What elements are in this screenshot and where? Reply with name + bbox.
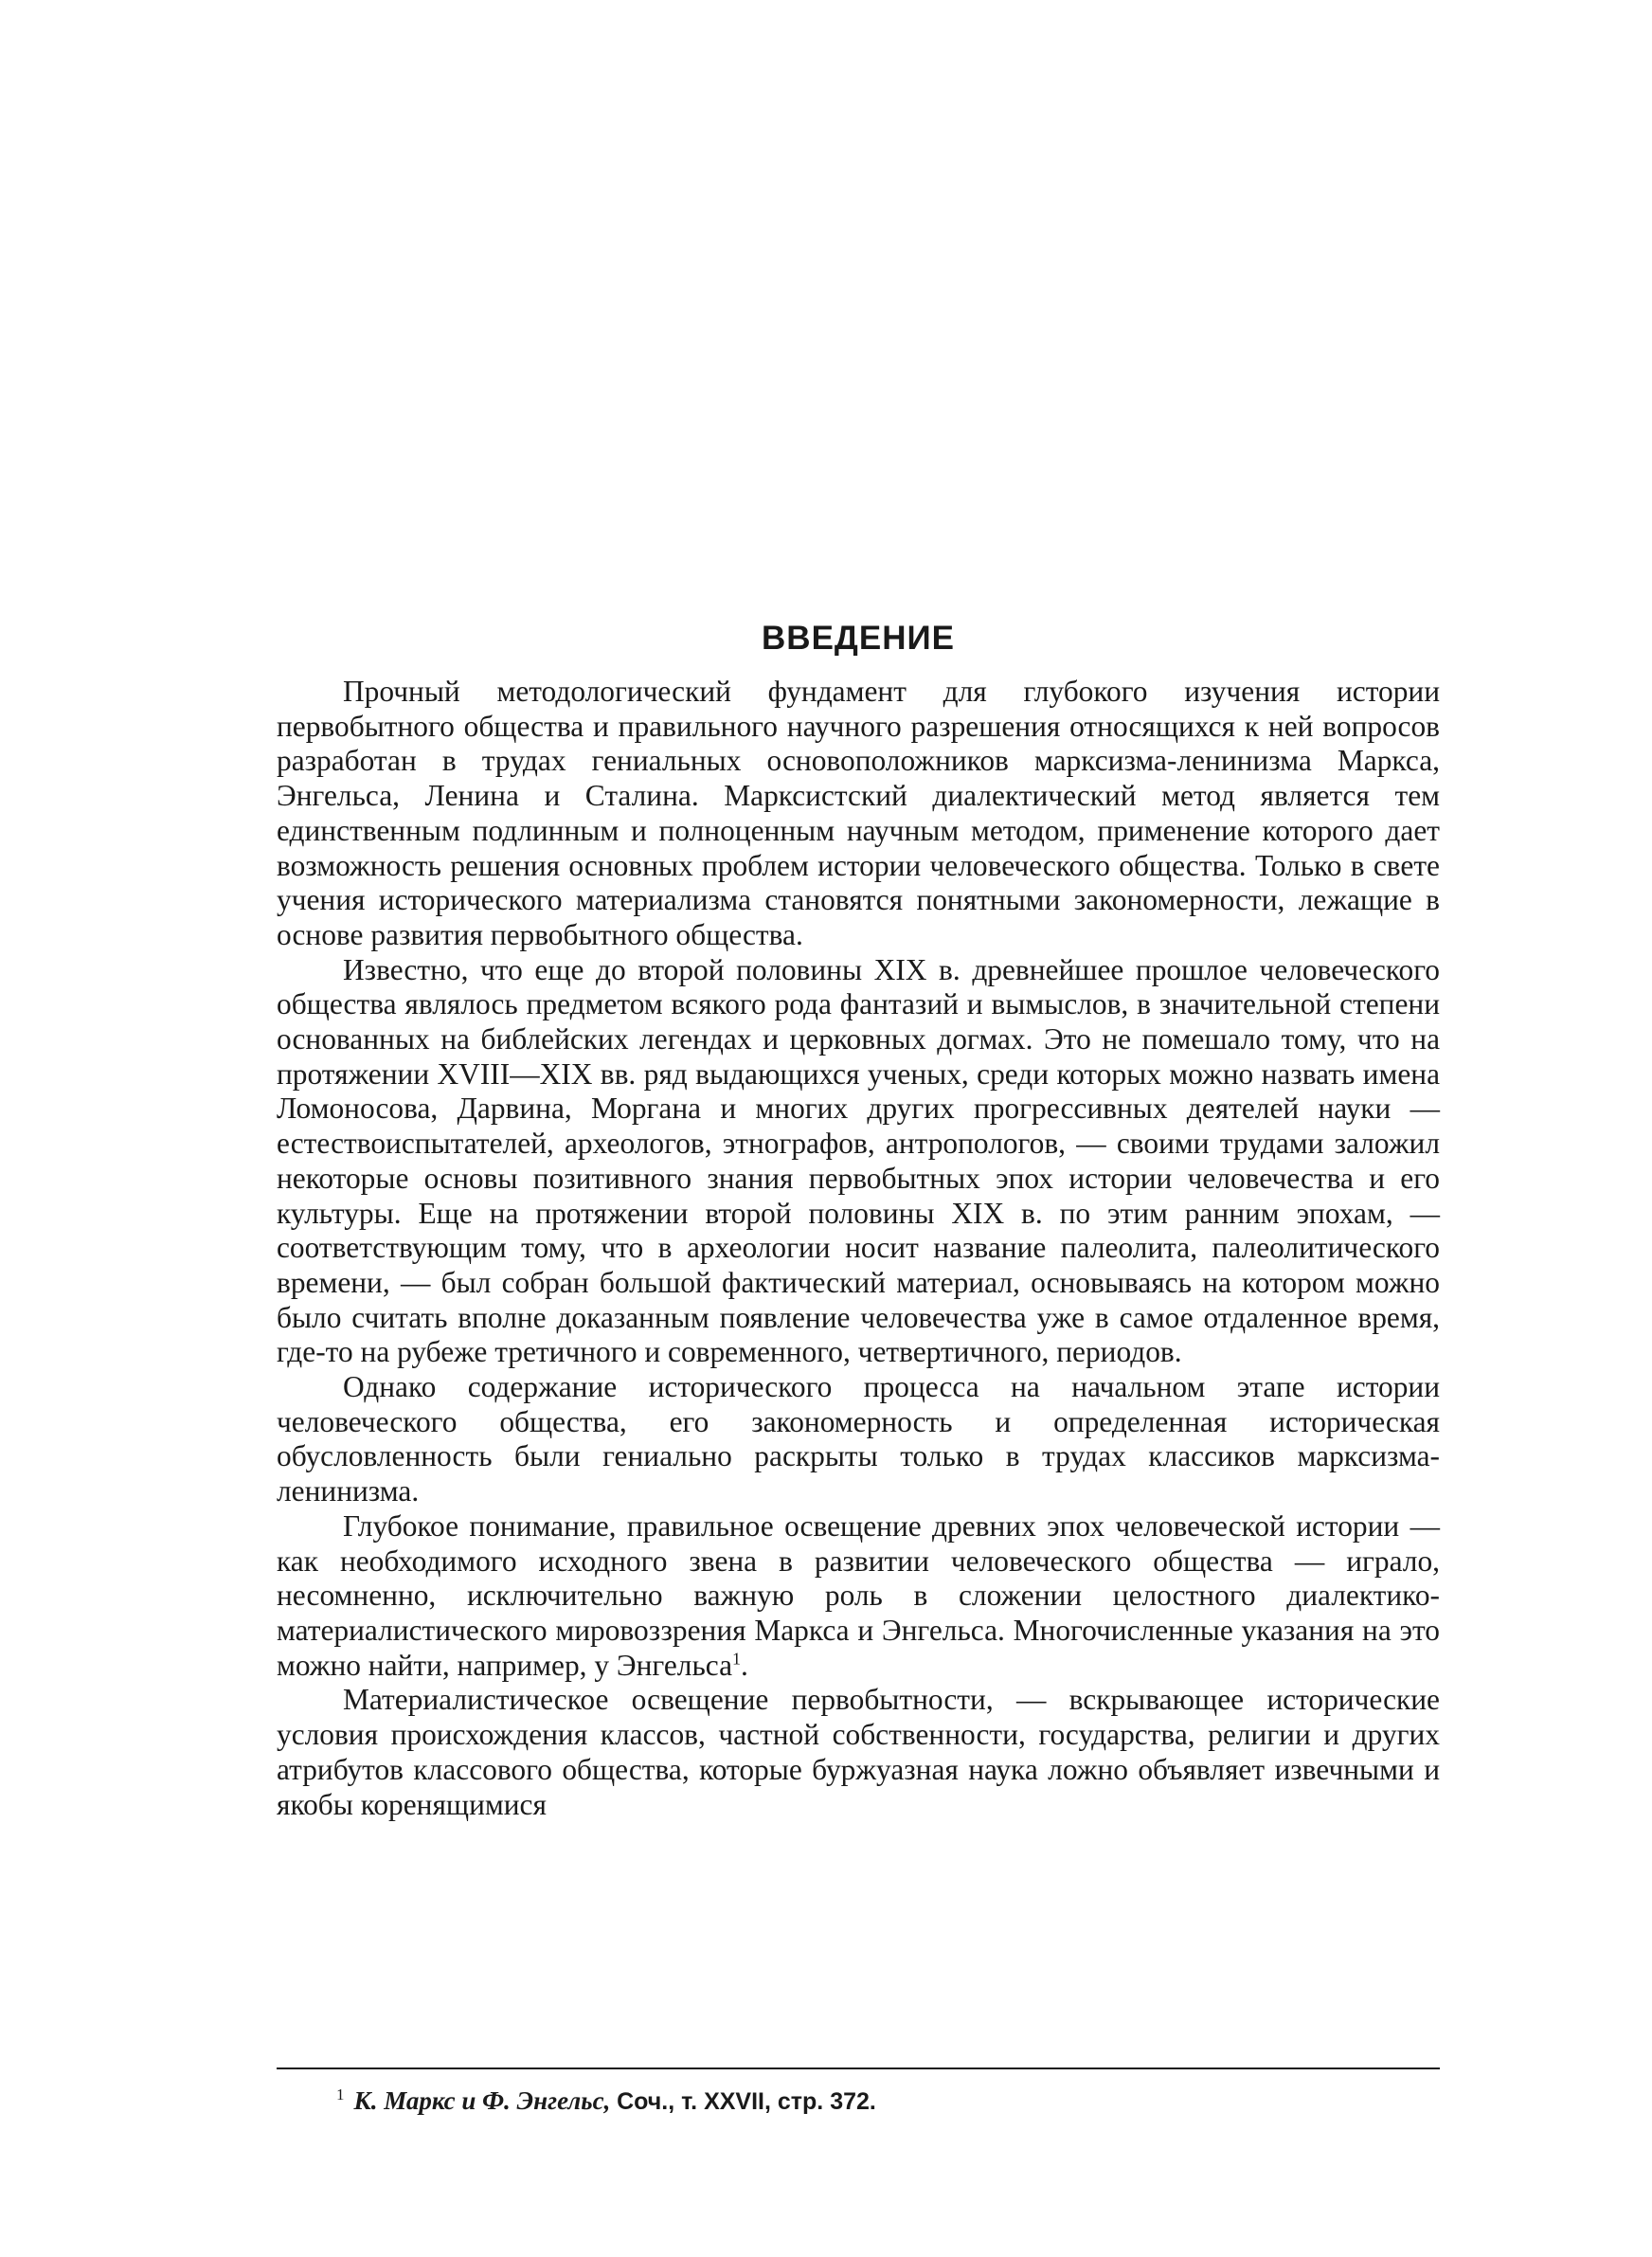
footnote-number: 1 [336,2085,345,2104]
paragraph-2: Известно, что еще до второй половины XIX в. древнейшее прошлое человеческого общества являлось предметом всякого рода фантазий и вымыслов, в значительной степени основанных на библейских легендах и церковных догмах. Это не помешало тому, что на протяжении XVIII—XIX вв. ряд выдающихся ученых, среди которых можно назвать имена Ломоносова, Дарвина, Моргана и многих других прогрессивных деятелей науки — естествоиспытателей, археологов, этнографов, антропологов, — своими трудами заложил некоторые основы позитивного знания первобытных эпох истории человечества и его культуры. Еще на протяжении второй половины XIX в. по этим ранним эпохам, — соответствующим тому, что в археологии носит название палеолита, палеолитического времени, — был собран большой фактический материал, основываясь на котором можно было считать вполне доказанным появление человечества уже в самое отдаленное время, где-то на рубеже третичного и современного, четвертичного, периодов. [277,952,1440,1369]
footnote-reference-mark: 1 [732,1649,742,1669]
paragraph-5: Материалистическое освещение первобытности, — вскрывающее исторические условия происхождения классов, частной собственности, государства, религии и других атрибутов классового общества, которые буржуазная наука ложно объявляет извечными и якобы коренящимися [277,1683,1440,1821]
paragraph-1: Прочный методологический фундамент для глубокого изучения истории первобытного общества и правильного научного разрешения относящихся к ней вопросов разработан в трудах гениальных основоположников марксизма-ленинизма Маркса, Энгельса, Ленина и Сталина. Марксистский диалектический метод является тем единственным подлинным и полноценным научным методом, применение которого дает возможность решения основных проблем истории человеческого общества. Только в свете учения исторического материализма становятся понятными закономерности, лежащие в основе развития первобытного общества. [277,675,1440,951]
footnote-divider [277,2067,1440,2069]
chapter-title: ВВЕДЕНИЕ [762,620,955,657]
paragraph-4-text: Глубокое понимание, правильное освещение древних эпох человеческой истории — как необходимого исходного звена в развитии человеческого общества — играло, несомненно, исключительно важную роль в сложении целостного диалектико-материалистического мировоззрения Маркса и Энгельса. Многочисленные указания на это можно найти, например, у Энгельса [277,1508,1440,1682]
main-text-block [277,616,1440,1822]
footnote [336,2085,1378,2118]
paragraph-4 [277,1509,1440,1684]
paragraph-4-end: . [741,1648,748,1682]
paragraph-3: Однако содержание исторического процесса на начальном этапе истории человеческого общества, его закономерность и определенная историческая обусловленность были гениально раскрыты только в трудах классиков марксизма-ленинизма. [277,1370,1440,1508]
footnote-reference: Соч., т. XXVII, стр. 372. [617,2088,876,2115]
footnote-authors: К. Маркс и Ф. Энгельс, [353,2086,611,2115]
